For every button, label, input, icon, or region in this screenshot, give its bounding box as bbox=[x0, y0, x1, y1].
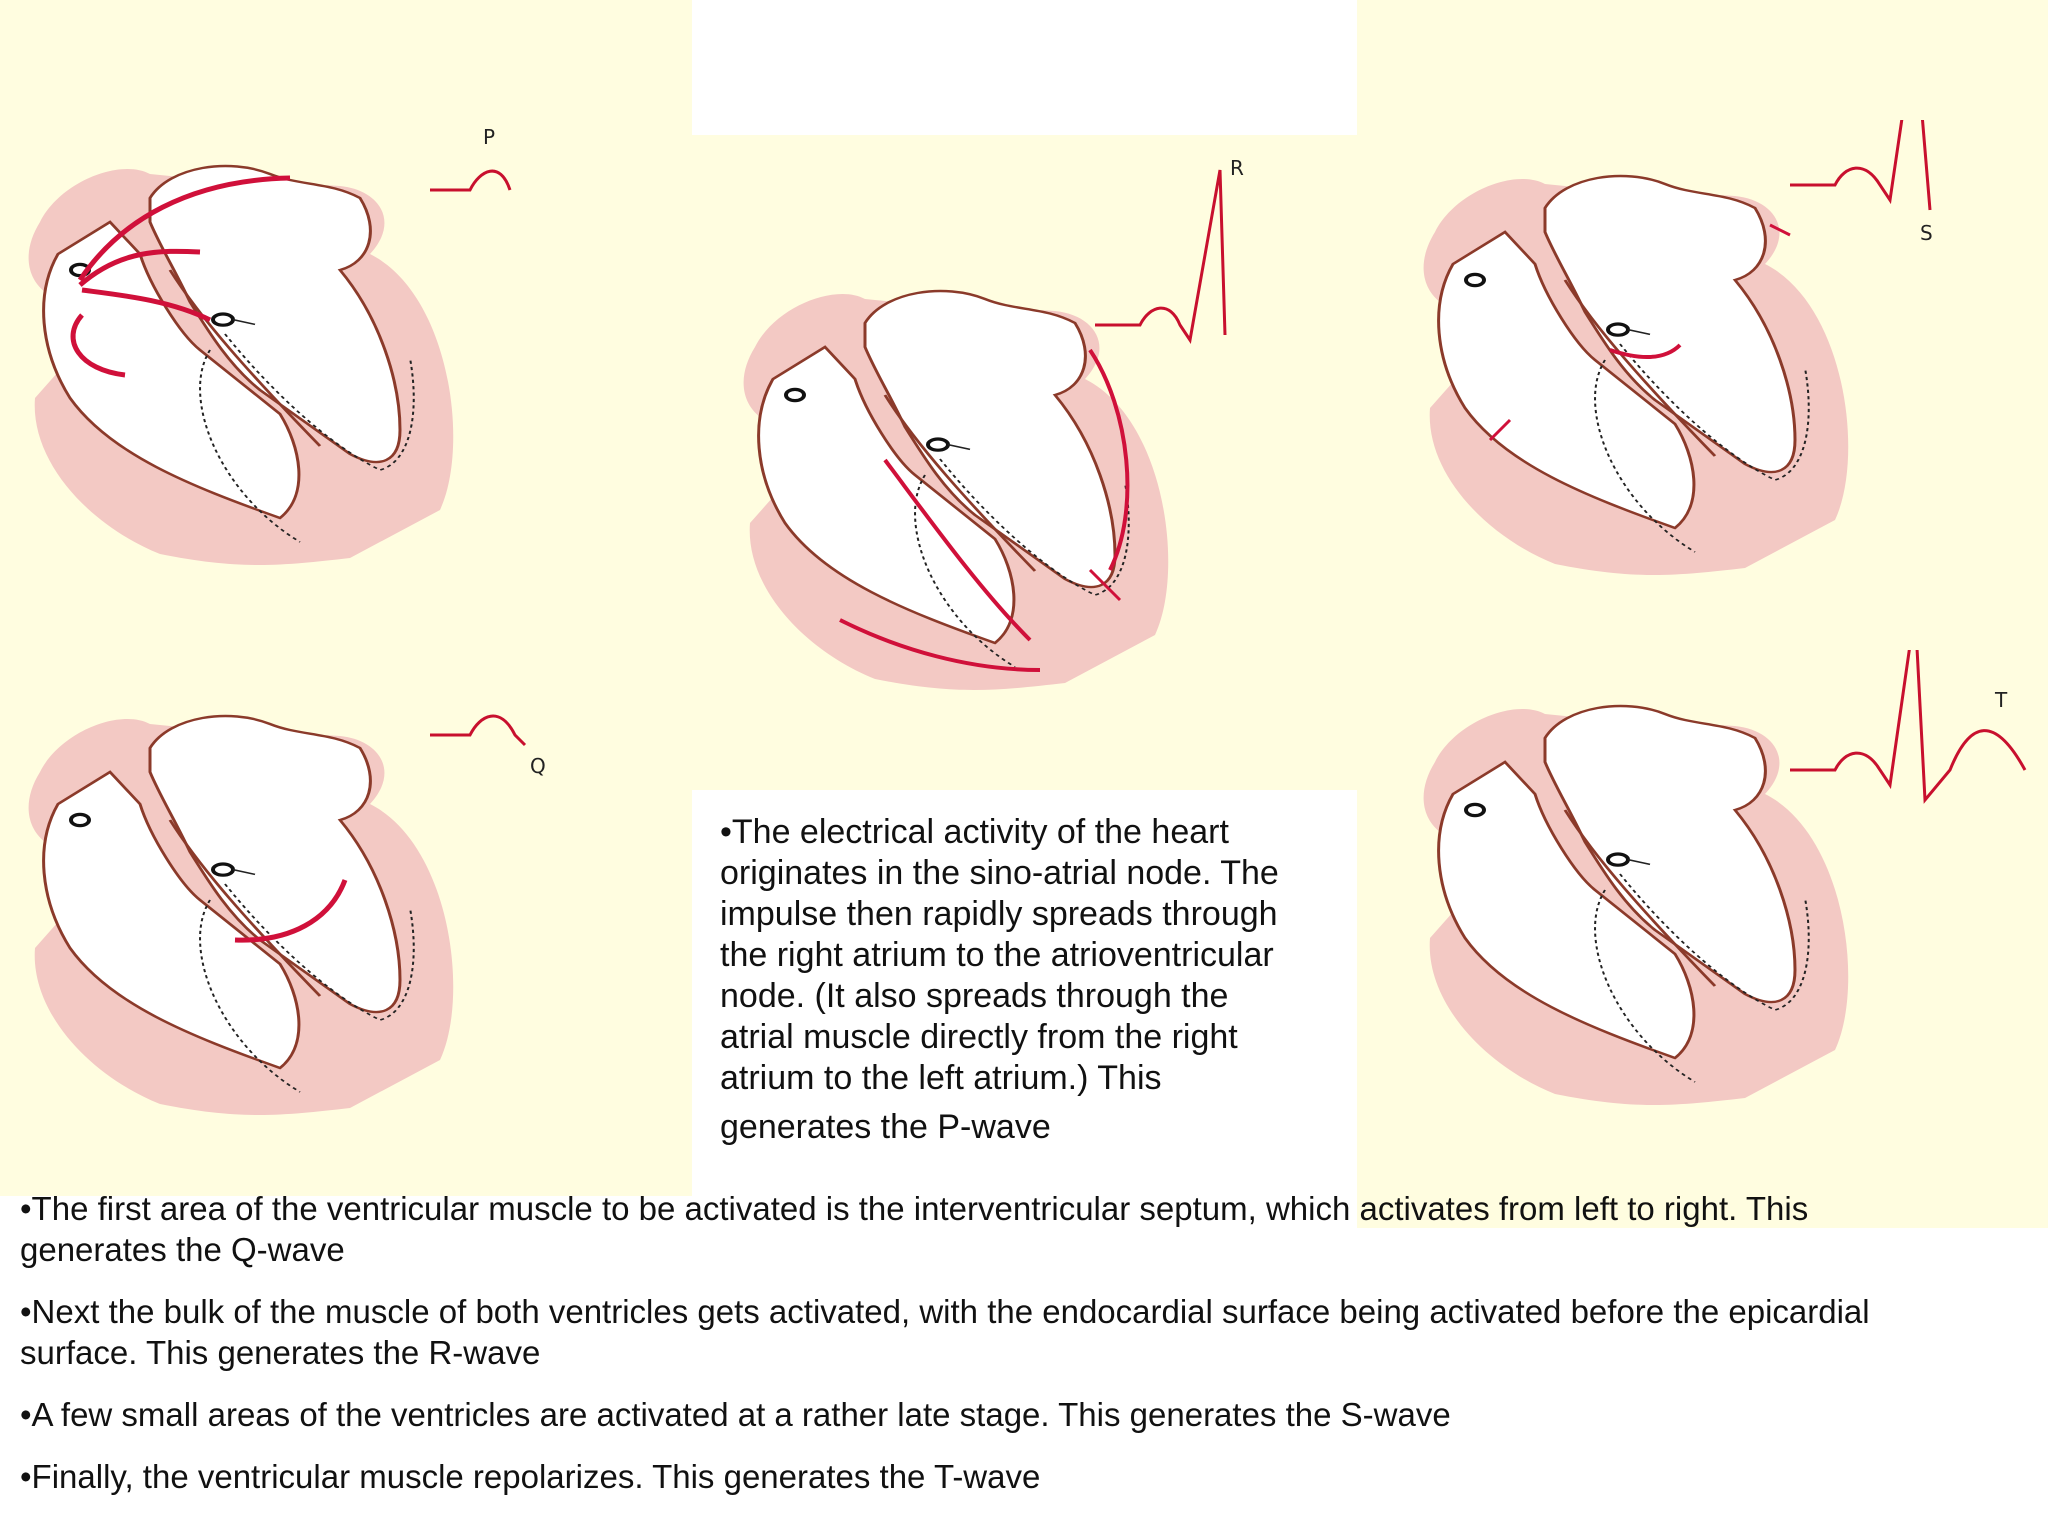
bullet-q-wave bbox=[20, 1188, 2020, 1270]
center-line-1: •The electrical activity of the heart bbox=[720, 813, 1229, 851]
bullet-q-line-1: •The first area of the ventricular muscle to be activated is the interventricular septum, which activates from left to right. This bbox=[20, 1190, 1809, 1227]
center-line-6: atrial muscle directly from the right bbox=[720, 1018, 1238, 1056]
heart-diagram-s bbox=[1395, 120, 2035, 580]
center-line-7: atrium to the left atrium.) This bbox=[720, 1059, 1162, 1097]
q-wave-label: Q bbox=[530, 754, 546, 778]
bullet-r-wave bbox=[20, 1291, 2020, 1373]
center-description bbox=[720, 812, 1320, 1148]
p-wave-label: P bbox=[483, 125, 496, 149]
bullet-t-line-1: •Finally, the ventricular muscle repolarizes. This generates the T-wave bbox=[20, 1458, 1041, 1495]
heart-diagram-t bbox=[1395, 650, 2035, 1130]
center-line-5: node. (It also spreads through the bbox=[720, 977, 1229, 1015]
heart-diagram-r bbox=[700, 150, 1300, 710]
center-line-8: generates the P-wave bbox=[720, 1108, 1051, 1146]
center-top-white-box bbox=[692, 0, 1357, 135]
bullet-t-wave bbox=[20, 1456, 2020, 1497]
r-wave-label: R bbox=[1230, 156, 1244, 180]
center-line-4: the right atrium to the atrioventricular bbox=[720, 936, 1274, 974]
s-wave-label: S bbox=[1920, 221, 1933, 245]
center-line-3: impulse then rapidly spreads through bbox=[720, 895, 1278, 933]
bullet-r-line-2: surface. This generates the R-wave bbox=[20, 1334, 541, 1371]
bullet-s-wave bbox=[20, 1394, 2020, 1435]
bullet-s-line-1: •A few small areas of the ventricles are activated at a rather late stage. This generates the S-wave bbox=[20, 1396, 1451, 1433]
bullet-list bbox=[20, 1188, 2020, 1518]
heart-diagram-p bbox=[0, 110, 540, 570]
bullet-r-line-1: •Next the bulk of the muscle of both ventricles gets activated, with the endocardial surface being activated before the epicardial bbox=[20, 1293, 1870, 1330]
t-wave-label: T bbox=[1995, 688, 2008, 712]
bullet-q-line-2: generates the Q-wave bbox=[20, 1231, 345, 1268]
center-line-2: originates in the sino-atrial node. The bbox=[720, 854, 1279, 892]
heart-diagram-q bbox=[0, 660, 560, 1140]
